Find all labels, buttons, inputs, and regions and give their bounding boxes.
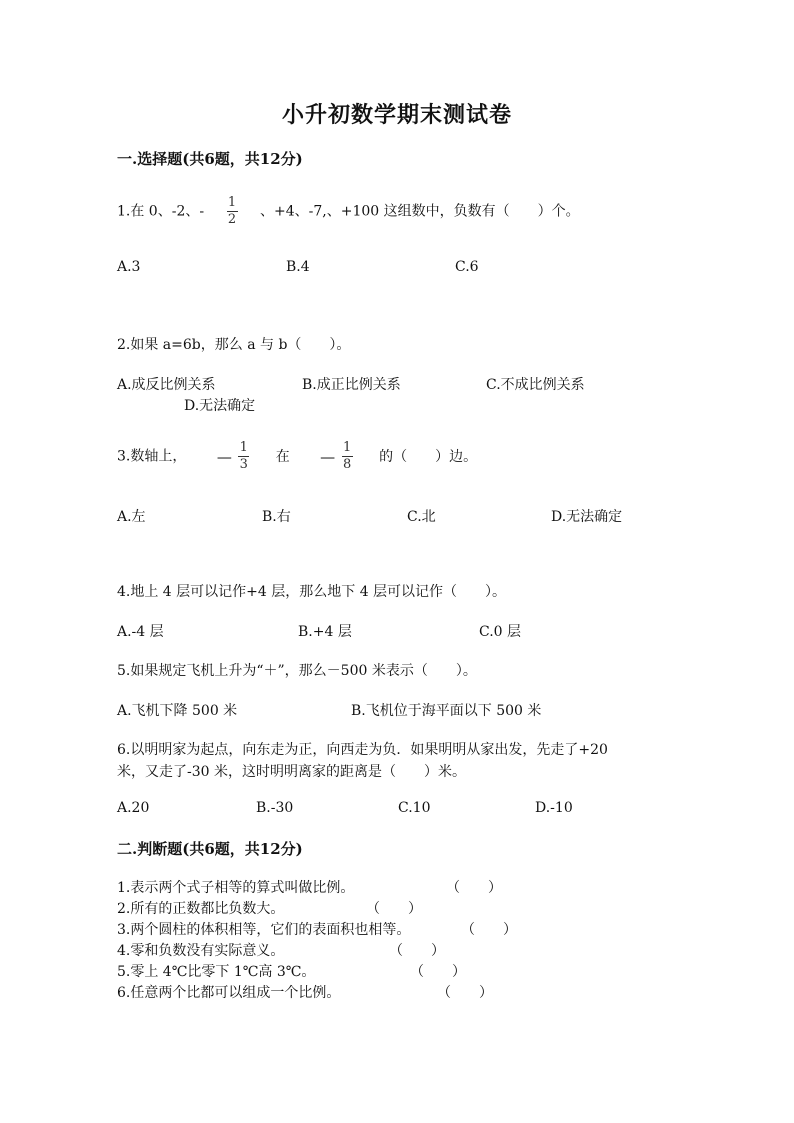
judgement-item: 5.零上 4℃比零下 1℃高 3℃。 — [117, 964, 316, 980]
judgement-item: 3.两个圆柱的体积相等，它们的表面积也相等。 — [117, 922, 411, 938]
q4-option-b[interactable]: B.+4 层 — [298, 624, 352, 640]
section-heading-choice: 一.选择题(共6题，共12分) — [117, 150, 303, 168]
q6-option-a[interactable]: A.20 — [117, 800, 150, 816]
section-heading-judgement: 二.判断题(共6题，共12分) — [117, 840, 303, 858]
q2-option-d[interactable]: D.无法确定 — [184, 398, 256, 414]
judgement-answer-blank[interactable]: （ ） — [389, 943, 445, 959]
q1-option-c[interactable]: C.6 — [455, 259, 479, 275]
question-4: 4.地上 4 层可以记作+4 层，那么地下 4 层可以记作（ ）。 — [117, 584, 507, 600]
question-2: 2.如果 a=6b，那么 a 与 b（ ）。 — [117, 337, 351, 353]
q3-option-c[interactable]: C.北 — [407, 509, 436, 525]
q2-option-c[interactable]: C.不成比例关系 — [486, 377, 585, 393]
judgement-item: 1.表示两个式子相等的算式叫做比例。 — [117, 880, 355, 896]
q2-option-b[interactable]: B.成正比例关系 — [302, 377, 401, 393]
fraction-one-half — [227, 196, 238, 227]
question-3-suffix: 的（ ）边。 — [379, 448, 478, 465]
question-6-line-1: 6.以明明家为起点，向东走为正，向西走为负．如果明明从家出发，先走了+20 — [117, 742, 608, 758]
q3-option-a[interactable]: A.左 — [117, 509, 146, 525]
question-6-line-2: 米，又走了-30 米，这时明明离家的距离是（ ）米。 — [117, 764, 466, 780]
page-title: 小升初数学期末测试卷 — [281, 102, 512, 128]
minus-sign: — — [216, 447, 232, 466]
question-1-prefix: 1.在 0、-2、- — [117, 203, 205, 220]
judgement-answer-blank[interactable]: （ ） — [410, 964, 466, 980]
fraction-denominator: 8 — [342, 457, 352, 472]
judgement-answer-blank[interactable]: （ ） — [366, 901, 422, 917]
fraction-denominator: 3 — [239, 457, 248, 472]
q4-option-a[interactable]: A.-4 层 — [117, 624, 164, 640]
fraction-one-eighth — [342, 441, 353, 472]
judgement-item: 6.任意两个比都可以组成一个比例。 — [117, 985, 341, 1001]
q5-option-b[interactable]: B.飞机位于海平面以下 500 米 — [351, 703, 542, 719]
judgement-answer-blank[interactable]: （ ） — [461, 922, 517, 938]
question-3 — [117, 441, 477, 472]
fraction-one-third — [238, 441, 249, 472]
question-1 — [117, 196, 580, 227]
judgement-item: 4.零和负数没有实际意义。 — [117, 943, 285, 959]
judgement-answer-blank[interactable]: （ ） — [446, 880, 502, 896]
judgement-answer-blank[interactable]: （ ） — [437, 985, 493, 1001]
question-5: 5.如果规定飞机上升为“＋”，那么－500 米表示（ ）。 — [117, 663, 477, 679]
q1-option-b[interactable]: B.4 — [286, 259, 310, 275]
judgement-item: 2.所有的正数都比负数大。 — [117, 901, 285, 917]
q3-option-b[interactable]: B.右 — [262, 509, 291, 525]
fraction-denominator: 2 — [227, 212, 237, 227]
q5-option-a[interactable]: A.飞机下降 500 米 — [117, 703, 238, 719]
question-3-middle: 在 — [275, 448, 290, 465]
question-3-prefix: 3.数轴上， — [117, 448, 187, 465]
q4-option-c[interactable]: C.0 层 — [479, 624, 522, 640]
q3-option-d[interactable]: D.无法确定 — [551, 509, 623, 525]
minus-sign: — — [320, 447, 336, 466]
q6-option-c[interactable]: C.10 — [398, 800, 431, 816]
fraction-numerator: 1 — [227, 195, 237, 210]
fraction-numerator: 1 — [239, 440, 248, 455]
q1-option-a[interactable]: A.3 — [117, 259, 141, 275]
fraction-numerator: 1 — [342, 440, 352, 455]
q2-option-a[interactable]: A.成反比例关系 — [117, 377, 216, 393]
q6-option-b[interactable]: B.-30 — [256, 800, 294, 816]
q6-option-d[interactable]: D.-10 — [535, 800, 573, 816]
question-1-suffix: 、+4、-7,、+100 这组数中，负数有（ ）个。 — [260, 203, 580, 220]
